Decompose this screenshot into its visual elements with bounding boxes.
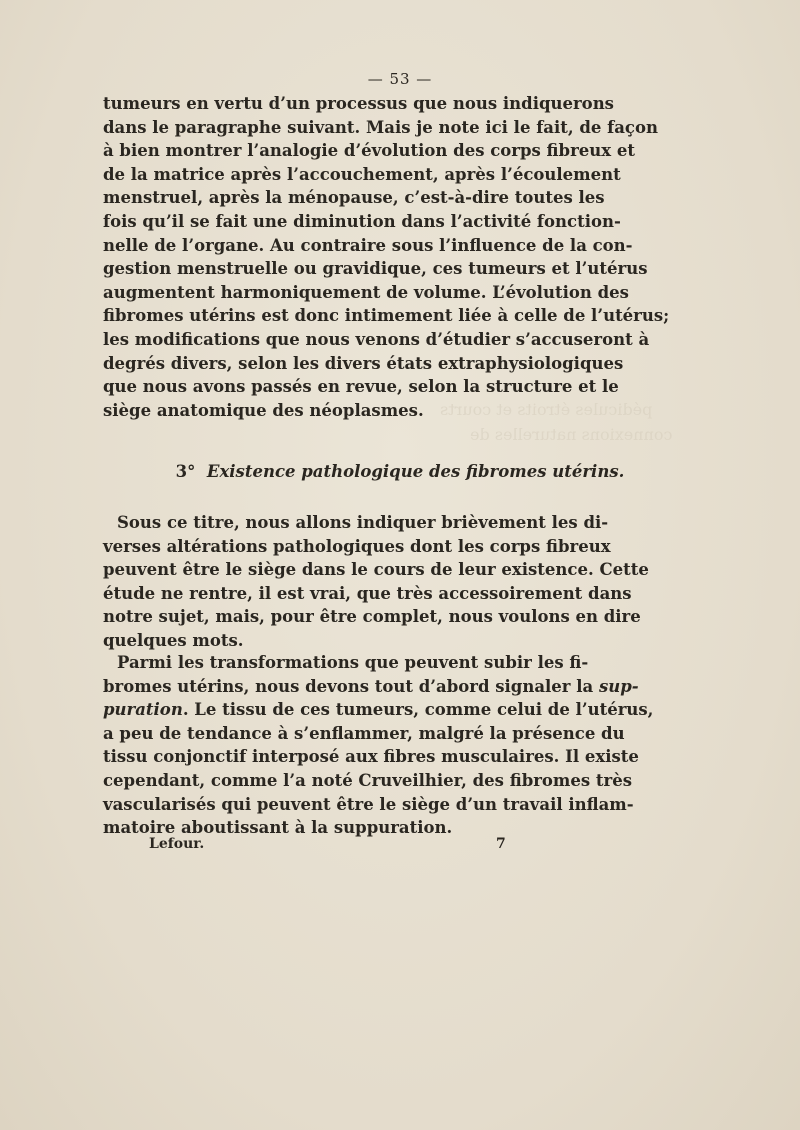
text-line: tumeurs en vertu d’un processus que nous indiquerons bbox=[103, 94, 614, 113]
text-line: menstruel, après la ménopause, c’est-à-dire toutes les bbox=[103, 188, 605, 208]
text-line: gestion menstruelle ou gravidique, ces tumeurs et l’utérus bbox=[103, 259, 648, 279]
text-line: de la matrice après l’accouchement, après l’écoulement bbox=[103, 164, 621, 184]
text-line bbox=[103, 675, 639, 699]
text-line: vascularisés qui peuvent être le siège d’un travail inflam- bbox=[103, 794, 634, 814]
italic-term: sup- bbox=[598, 676, 639, 696]
footer-signature-mark: 7 bbox=[496, 836, 506, 852]
text-line: notre sujet, mais, pour être complet, nous voulons en dire bbox=[103, 607, 641, 627]
paragraph-2 bbox=[103, 511, 649, 653]
paragraph-3 bbox=[103, 651, 654, 840]
text-fragment: bromes utérins, nous devons tout d’abord signaler la bbox=[103, 676, 599, 696]
text-line: siège anatomique des néoplasmes. bbox=[103, 400, 424, 420]
text-line: Parmi les transformations que peuvent subir les fi- bbox=[117, 653, 589, 672]
text-line: verses altérations pathologiques dont les corps fibreux bbox=[103, 536, 611, 556]
text-line: les modifications que nous venons d’étudier s’accuseront à bbox=[103, 329, 650, 349]
bleed-through-text: connexions naturelles de bbox=[470, 425, 673, 444]
heading-number: 3° bbox=[175, 462, 196, 481]
text-line: matoire aboutissant à la suppuration. bbox=[103, 818, 453, 838]
text-fragment: . Le tissu de ces tumeurs, comme celui de l’utérus, bbox=[182, 700, 654, 720]
text-line: Sous ce titre, nous allons indiquer brièvement les di- bbox=[117, 513, 609, 532]
text-line: peuvent être le siège dans le cours de leur existence. Cette bbox=[103, 560, 649, 580]
heading-title: Existence pathologique des fibromes utérins. bbox=[206, 462, 625, 481]
text-line: augmentent harmoniquement de volume. L’évolution des bbox=[103, 282, 629, 302]
text-line: degrés divers, selon les divers états extraphysiologiques bbox=[103, 353, 624, 373]
text-line: tissu conjonctif interposé aux fibres musculaires. Il existe bbox=[103, 747, 639, 767]
text-line: fibromes utérins est donc intimement liée à celle de l’utérus; bbox=[103, 306, 670, 326]
text-line: fois qu’il se fait une diminution dans l’activité fonction- bbox=[103, 211, 621, 231]
text-line: quelques mots. bbox=[103, 630, 244, 650]
text-line: que nous avons passés en revue, selon la structure et le bbox=[103, 377, 619, 397]
text-line: étude ne rentre, il est vrai, que très accessoirement dans bbox=[103, 583, 632, 603]
text-line: à bien montrer l’analogie d’évolution des corps fibreux et bbox=[103, 141, 635, 161]
text-line: dans le paragraphe suivant. Mais je note ici le fait, de façon bbox=[103, 117, 658, 137]
paragraph-1 bbox=[103, 92, 670, 422]
text-line: a peu de tendance à s’enflammer, malgré la présence du bbox=[103, 723, 625, 743]
text-line: cependant, comme l’a noté Cruveilhier, des fibromes très bbox=[103, 770, 633, 790]
italic-term: puration bbox=[103, 700, 183, 720]
page-number: — 53 — bbox=[367, 70, 433, 88]
text-line bbox=[103, 698, 654, 722]
footer-author: Lefour. bbox=[149, 836, 205, 852]
bleed-through-text: pédicules étroits et courts bbox=[440, 400, 653, 419]
section-heading bbox=[0, 462, 800, 481]
text-line: nelle de l’organe. Au contraire sous l’influence de la con- bbox=[103, 235, 633, 255]
